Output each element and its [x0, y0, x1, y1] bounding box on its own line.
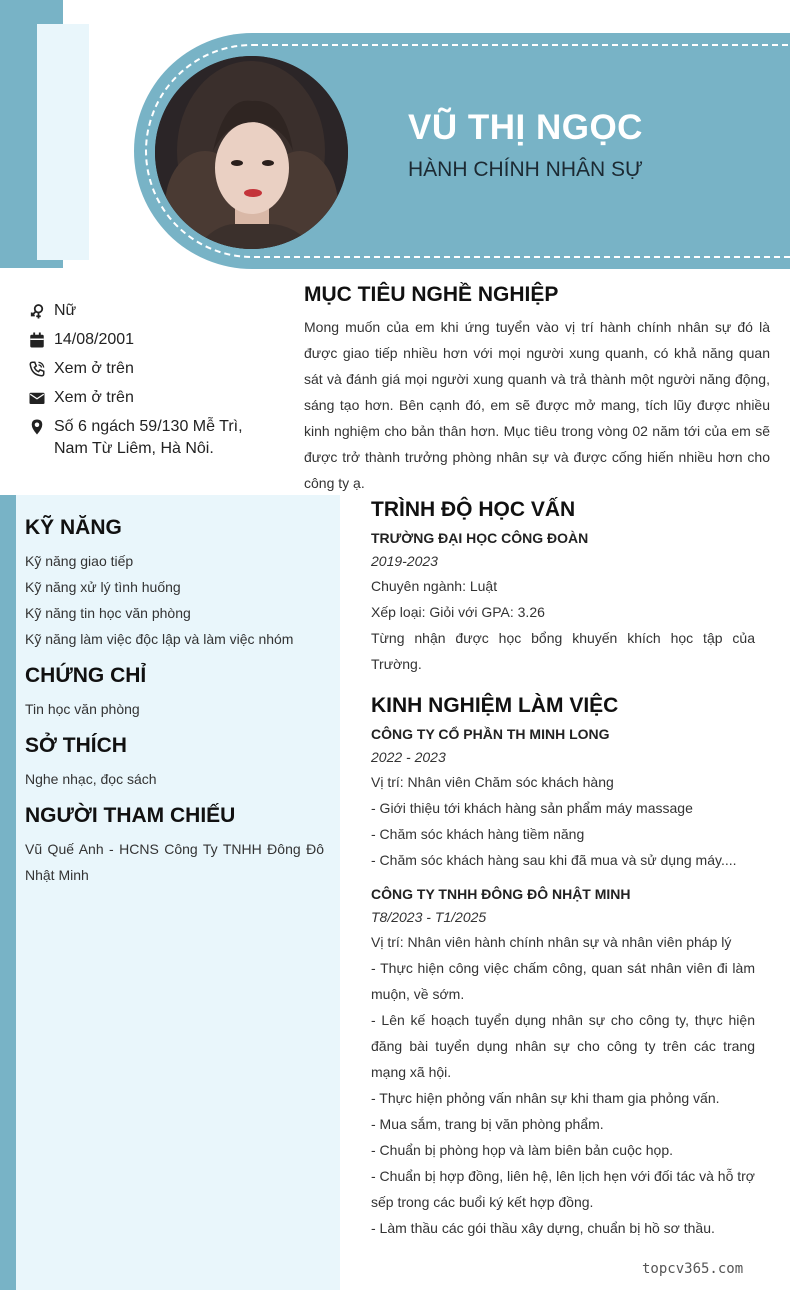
contact-email [28, 387, 278, 409]
job-line: Vị trí: Nhân viên hành chính nhân sự và nhân viên pháp lý [371, 934, 732, 950]
hobbies-section [25, 733, 324, 792]
job-line: - Chăm sóc khách hàng tiềm năng [371, 826, 585, 842]
phone-icon [28, 360, 46, 378]
contact-address [28, 416, 278, 460]
education-school: TRƯỜNG ĐẠI HỌC CÔNG ĐOÀN [371, 530, 589, 546]
job-line: - Chuẩn bị phòng họp và làm biên bản cuộc họp. [371, 1142, 673, 1158]
right-column [371, 496, 755, 1241]
calendar-icon [28, 331, 46, 349]
job-line: - Lên kế hoạch tuyển dụng nhân sự cho công ty, thực hiện đăng bài tuyển dụng nhân sự cho công ty trên các trang mạng xã hội. [371, 1012, 755, 1080]
skill-item: Kỹ năng tin học văn phòng [25, 605, 191, 621]
certificates-title: CHỨNG CHỈ [25, 664, 147, 687]
skills-section [25, 515, 324, 652]
hobby-item: Nghe nhạc, đọc sách [25, 771, 157, 787]
job-line: - Thực hiện phỏng vấn nhân sự khi tham gia phỏng vấn. [371, 1090, 720, 1106]
header-left-panel [37, 24, 89, 260]
job-line: - Làm thầu các gói thầu xây dựng, chuẩn bị hồ sơ thầu. [371, 1220, 715, 1236]
job-line: - Mua sắm, trang bị văn phòng phẩm. [371, 1116, 604, 1132]
experience-section [371, 692, 755, 1241]
job-line: - Giới thiệu tới khách hàng sản phẩm máy massage [371, 800, 693, 816]
skill-item: Kỹ năng làm việc độc lập và làm việc nhóm [25, 631, 294, 647]
education-line: Xếp loại: Giỏi với GPA: 3.26 [371, 604, 545, 620]
footer-watermark: topcv365.com [642, 1261, 744, 1277]
contact-gender [28, 300, 278, 322]
job-line: - Chuẩn bị hợp đồng, liên hệ, lên lịch hẹn với đối tác và hỗ trợ sếp trong các buổi ký kết hợp đồng. [371, 1168, 755, 1210]
contact-info [28, 300, 278, 467]
skill-item: Kỹ năng giao tiếp [25, 553, 134, 569]
left-column-accent-bar [0, 495, 16, 1290]
contact-email-text: Xem ở trên [54, 389, 134, 406]
skill-item: Kỹ năng xử lý tình huống [25, 579, 181, 595]
education-line: Từng nhận được học bổng khuyến khích học tập của Trường. [371, 630, 755, 672]
references-title: NGƯỜI THAM CHIẾU [25, 804, 236, 827]
gender-icon [28, 302, 46, 320]
education-period: 2019-2023 [371, 553, 438, 569]
contact-birthday-text: 14/08/2001 [54, 331, 135, 348]
certificate-item: Tin học văn phòng [25, 701, 140, 717]
candidate-job-title: HÀNH CHÍNH NHÂN SỰ [408, 158, 643, 181]
references-section [25, 803, 324, 888]
left-column [16, 495, 340, 1290]
contact-phone [28, 358, 278, 380]
contact-phone-text: Xem ở trên [54, 360, 134, 377]
job-line: - Chăm sóc khách hàng sau khi đã mua và sử dụng máy.... [371, 852, 737, 868]
email-icon [28, 389, 46, 407]
job-company: CÔNG TY TNHH ĐÔNG ĐÔ NHẬT MINH [371, 886, 631, 902]
job-line: Vị trí: Nhân viên Chăm sóc khách hàng [371, 774, 614, 790]
contact-gender-text: Nữ [54, 302, 77, 319]
experience-title: KINH NGHIỆM LÀM VIỆC [371, 694, 619, 717]
location-icon [28, 418, 46, 436]
education-title: TRÌNH ĐỘ HỌC VẤN [371, 498, 576, 521]
skills-title: KỸ NĂNG [25, 516, 122, 539]
avatar [155, 56, 348, 249]
reference-text: Vũ Quế Anh - HCNS Công Ty TNHH Đông Đô Nhật Minh [25, 841, 324, 883]
experience-job [371, 723, 755, 873]
job-company: CÔNG TY CỔ PHẦN TH MINH LONG [371, 726, 610, 742]
certificates-section [25, 663, 324, 722]
career-objective-title: MỤC TIÊU NGHỀ NGHIỆP [304, 283, 559, 306]
job-period: T8/2023 - T1/2025 [371, 909, 487, 925]
hobbies-title: SỞ THÍCH [25, 734, 127, 757]
education-line: Chuyên ngành: Luật [371, 578, 498, 594]
contact-birthday [28, 329, 278, 351]
contact-address-text: Số 6 ngách 59/130 Mễ Trì, Nam Từ Liêm, Hà Nôi. [54, 418, 243, 457]
avatar-photo [155, 56, 348, 249]
job-period: 2022 - 2023 [371, 749, 446, 765]
job-line: - Thực hiện công việc chấm công, quan sát nhân viên đi làm muộn, về sớm. [371, 960, 755, 1002]
career-objective [304, 283, 770, 496]
candidate-name: VŨ THỊ NGỌC [408, 108, 643, 147]
education-section [371, 496, 755, 677]
career-objective-text: Mong muốn của em khi ứng tuyển vào vị trí hành chính nhân sự đó là được giao tiếp nhiều hơn với mọi người xung quanh, có khả năng quan sát và đánh giá mọi người xung quanh và trả thành một người năng động, sáng tạo hơn. Bên cạnh đó, em sẽ được mở mang, tích lũy được nhiều kinh nghiệm cho bản thân hơn. Mục tiêu trong vòng 02 năm tới của em sẽ được trở thành trưởng phòng nhân sự và được cống hiến nhiều hơn cho công ty ạ. [304, 319, 770, 491]
experience-job [371, 883, 755, 1241]
